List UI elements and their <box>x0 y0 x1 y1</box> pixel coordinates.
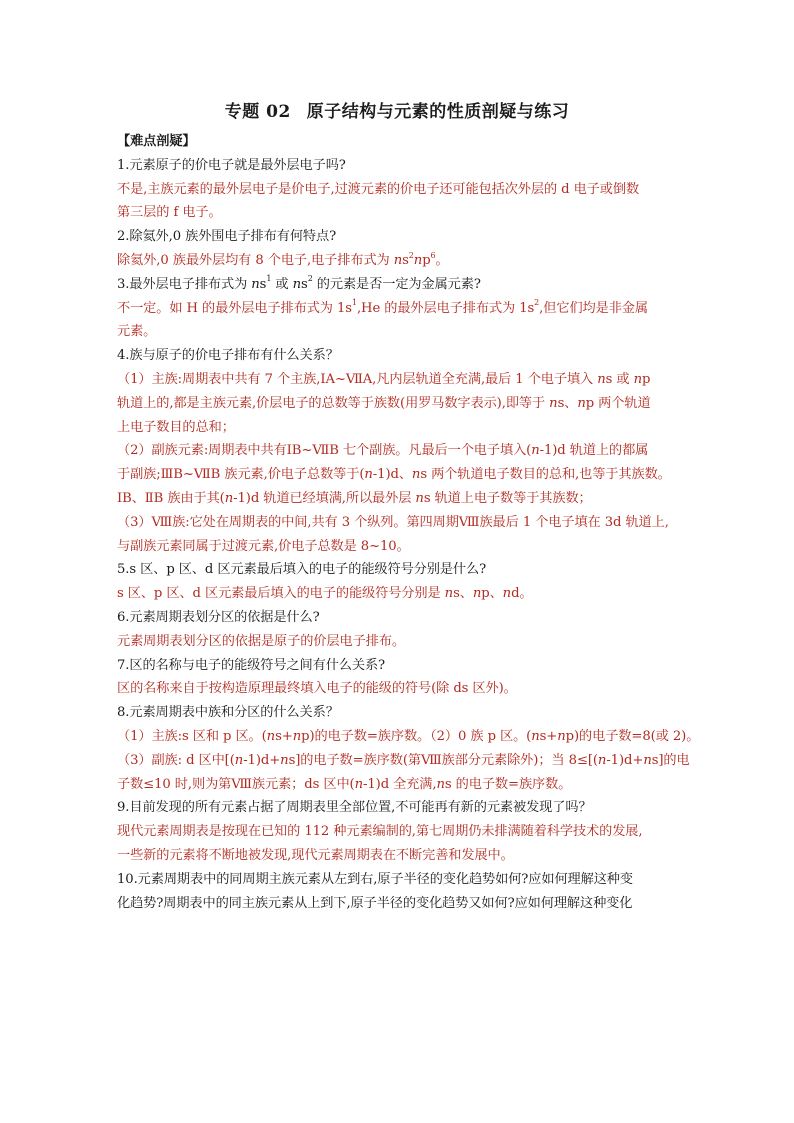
text-segment: n <box>531 728 540 744</box>
text-segment: s <box>301 276 308 292</box>
text-segment: （3）Ⅷ族:它处在周期表的中间,共有 3 个纵列。第四周期Ⅷ族最后 1 个电子填在 3d 轨道上, <box>117 514 669 530</box>
text-segment: 元素周期表划分区的依据是原子的价层电子排布。 <box>117 633 405 649</box>
answer-line <box>117 511 683 535</box>
title-code: 专题 02 <box>224 102 291 122</box>
text-segment: n <box>472 586 482 602</box>
text-segment: n <box>413 252 423 268</box>
text-segment: n <box>266 728 276 744</box>
text-segment: n <box>633 371 642 387</box>
text-segment: n <box>531 443 540 459</box>
answer-line <box>117 749 690 773</box>
question-line <box>117 225 683 249</box>
superscript: 6 <box>430 250 436 260</box>
text-segment: n <box>280 752 289 768</box>
text-segment: n <box>444 586 454 602</box>
text-segment: 9.目前发现的所有元素占据了周期表里全部位置,不可能再有新的元素被发现了吗？ <box>117 800 592 816</box>
text-segment: s+ <box>539 728 558 744</box>
answer-line <box>117 392 683 416</box>
answer-line <box>117 630 683 654</box>
text-segment: 2.除氦外,0 族外围电子排布有何特点? <box>117 229 337 245</box>
text-segment: 第三层的 f 电子。 <box>117 205 222 221</box>
superscript: 1 <box>351 298 357 308</box>
text-segment: 10.元素周期表中的同周期主族元素从左到右,原子半径的变化趋势如何?应如何理解这种变 <box>117 871 633 887</box>
page-title <box>0 97 794 122</box>
text-segment: （3）副族: d 区中[( <box>117 752 235 768</box>
question-line <box>117 558 683 582</box>
text-segment: s <box>402 252 409 268</box>
text-segment: 一些新的元素将不断地被发现,现代元素周期表在不断完善和发展中。 <box>117 847 514 863</box>
text-segment: 3.最外层电子排布式为 <box>117 276 252 292</box>
superscript: 2 <box>408 250 414 260</box>
answer-line <box>117 844 683 868</box>
answer-line <box>117 320 683 344</box>
text-segment: 上电子数目的总和； <box>117 419 235 435</box>
text-segment: -1)d、 <box>372 467 412 483</box>
text-segment: 不一定。如 H 的最外层电子排布式为 1s <box>117 300 352 316</box>
text-segment: p <box>642 371 651 387</box>
text-segment: ,但它们均是非金属 <box>539 300 648 316</box>
text-segment: n <box>415 490 424 506</box>
superscript: 1 <box>266 274 272 284</box>
text-segment: 化趋势?周期表中的同主族元素从上到下,原子半径的变化趋势又如何?应如何理解这种变化 <box>117 895 633 911</box>
text-segment: s+ <box>275 728 293 744</box>
text-segment: 区的名称来自于按构造原理最终填入电子的能级的符号(除 ds 区外)。 <box>117 681 517 697</box>
answer-line <box>117 487 683 511</box>
text-segment: 现代元素周期表是按现在已知的 112 种元素编制的,第七周期仍未排满随着科学技术的发展, <box>117 824 643 840</box>
text-segment: n <box>502 586 512 602</box>
title-text: 原子结构与元素的性质剖疑与练习 <box>306 102 570 122</box>
question-line <box>117 701 683 725</box>
answer-line <box>117 249 683 273</box>
text-segment: （1）主族:s 区和 p 区。( <box>117 728 267 744</box>
answer-line <box>117 439 683 463</box>
text-segment: （2）副族元素:周期表中共有ⅠB~ⅦB 七个副族。凡最后一个电子填入( <box>117 443 532 459</box>
text-segment: s 轨道上电子数等于其族数； <box>423 490 592 506</box>
question-line <box>117 154 683 178</box>
text-segment: s、 <box>453 586 473 602</box>
text-segment: s 区、p 区、d 区元素最后填入的电子的能级符号分别是 <box>117 586 445 602</box>
text-segment: n <box>597 371 606 387</box>
answer-line <box>117 677 683 701</box>
text-segment: 4.族与原子的价电子排布有什么关系？ <box>117 348 339 364</box>
superscript: 2 <box>307 274 313 284</box>
text-segment: p)的电子数=8(或 2)。 <box>565 728 700 744</box>
text-segment: 。 <box>435 252 449 268</box>
answer-line <box>117 297 683 321</box>
answer-line <box>117 725 700 749</box>
text-segment: 1.元素原子的价电子就是最外层电子吗? <box>117 157 346 173</box>
text-segment: n <box>292 728 302 744</box>
document-body <box>117 130 700 915</box>
text-segment: ,He 的最外层电子排布式为 1s <box>356 300 535 316</box>
answer-line <box>117 535 683 559</box>
text-segment: -1)d 轨道上的都属 <box>539 443 649 459</box>
question-line <box>117 796 683 820</box>
text-segment: 的元素是否一定为金属元素? <box>312 276 481 292</box>
text-segment: n <box>557 728 566 744</box>
text-segment: -1)d+ <box>606 752 644 768</box>
text-segment: n <box>643 752 652 768</box>
text-segment: 与副族元素同属于过渡元素,价电子总数是 8~10。 <box>117 538 410 554</box>
answer-line <box>117 368 683 392</box>
answer-line <box>117 178 683 202</box>
text-segment: n <box>411 467 421 483</box>
text-segment: n <box>577 395 586 411</box>
text-segment: n <box>234 752 244 768</box>
text-segment: 8.元素周期表中族和分区的什么关系？ <box>117 705 339 721</box>
text-segment: n <box>436 776 445 792</box>
text-segment: （1）主族:周期表中共有 7 个主族,ⅠA~ⅦA,凡内层轨道全充满,最后 1 个电子填入 <box>117 371 598 387</box>
text-segment: n <box>251 276 260 292</box>
text-segment: p 两个轨道 <box>585 395 651 411</box>
text-segment: -1)d 轨道已经填满,所以最外层 <box>233 490 416 506</box>
section-heading: 【难点剖疑】 <box>117 134 196 149</box>
text-segment: n <box>364 467 373 483</box>
text-segment: d。 <box>511 586 533 602</box>
text-segment: -1)d 全充满, <box>363 776 437 792</box>
text-segment: -1)d+ <box>243 752 281 768</box>
text-segment: p、 <box>481 586 503 602</box>
text-segment: s 两个轨道电子数目的总和,也等于其族数。 <box>420 467 671 483</box>
text-segment: 5.s 区、p 区、d 区元素最后填入的电子的能级符号分别是什么? <box>117 562 487 578</box>
text-segment: n <box>597 752 607 768</box>
text-segment: s]的电 <box>651 752 690 768</box>
question-line <box>117 868 683 892</box>
text-segment: 于副族;ⅢB~ⅦB 族元素,价电子总数等于( <box>117 467 365 483</box>
text-segment: n <box>549 395 558 411</box>
text-segment: s]的电子数=族序数(第Ⅷ族部分元素除外)；当 8≤[( <box>288 752 598 768</box>
answer-line <box>117 773 683 797</box>
superscript: 2 <box>534 298 540 308</box>
text-segment: 6.元素周期表划分区的依据是什么? <box>117 609 320 625</box>
text-segment: 轨道上的,都是主族元素,价层电子的总数等于族数(用罗马数字表示),即等于 <box>117 395 550 411</box>
text-segment: 元素。 <box>117 324 157 340</box>
question-line <box>117 273 683 297</box>
text-segment: p)的电子数=族序数。（2）0 族 p 区。( <box>301 728 532 744</box>
text-segment: n <box>224 490 234 506</box>
answer-line <box>117 201 683 225</box>
text-segment: 或 <box>271 276 293 292</box>
text-segment: n <box>393 252 403 268</box>
answer-line <box>117 416 683 440</box>
answer-line <box>117 820 683 844</box>
question-line <box>117 892 683 916</box>
answer-line <box>117 463 683 487</box>
question-line <box>117 654 683 678</box>
text-segment: 子数≤10 时,则为第Ⅷ族元素；ds 区中( <box>117 776 355 792</box>
text-segment: s <box>259 276 267 292</box>
question-line <box>117 606 683 630</box>
text-segment: ⅠB、ⅡB 族由于其( <box>117 490 225 506</box>
text-segment: s 或 <box>605 371 634 387</box>
answer-line <box>117 582 683 606</box>
text-segment: p <box>422 252 431 268</box>
text-segment: 不是,主族元素的最外层电子是价电子,过渡元素的价电子还可能包括次外层的 d 电子或倒数 <box>117 181 640 197</box>
text-segment: n <box>292 276 302 292</box>
text-segment: 除氦外,0 族最外层均有 8 个电子,电子排布式为 <box>117 252 394 268</box>
text-segment: s 的电子数=族序数。 <box>444 776 572 792</box>
text-segment: n <box>354 776 363 792</box>
text-segment: 7.区的名称与电子的能级符号之间有什么关系? <box>117 657 386 673</box>
question-line <box>117 344 683 368</box>
text-segment: s、 <box>557 395 578 411</box>
